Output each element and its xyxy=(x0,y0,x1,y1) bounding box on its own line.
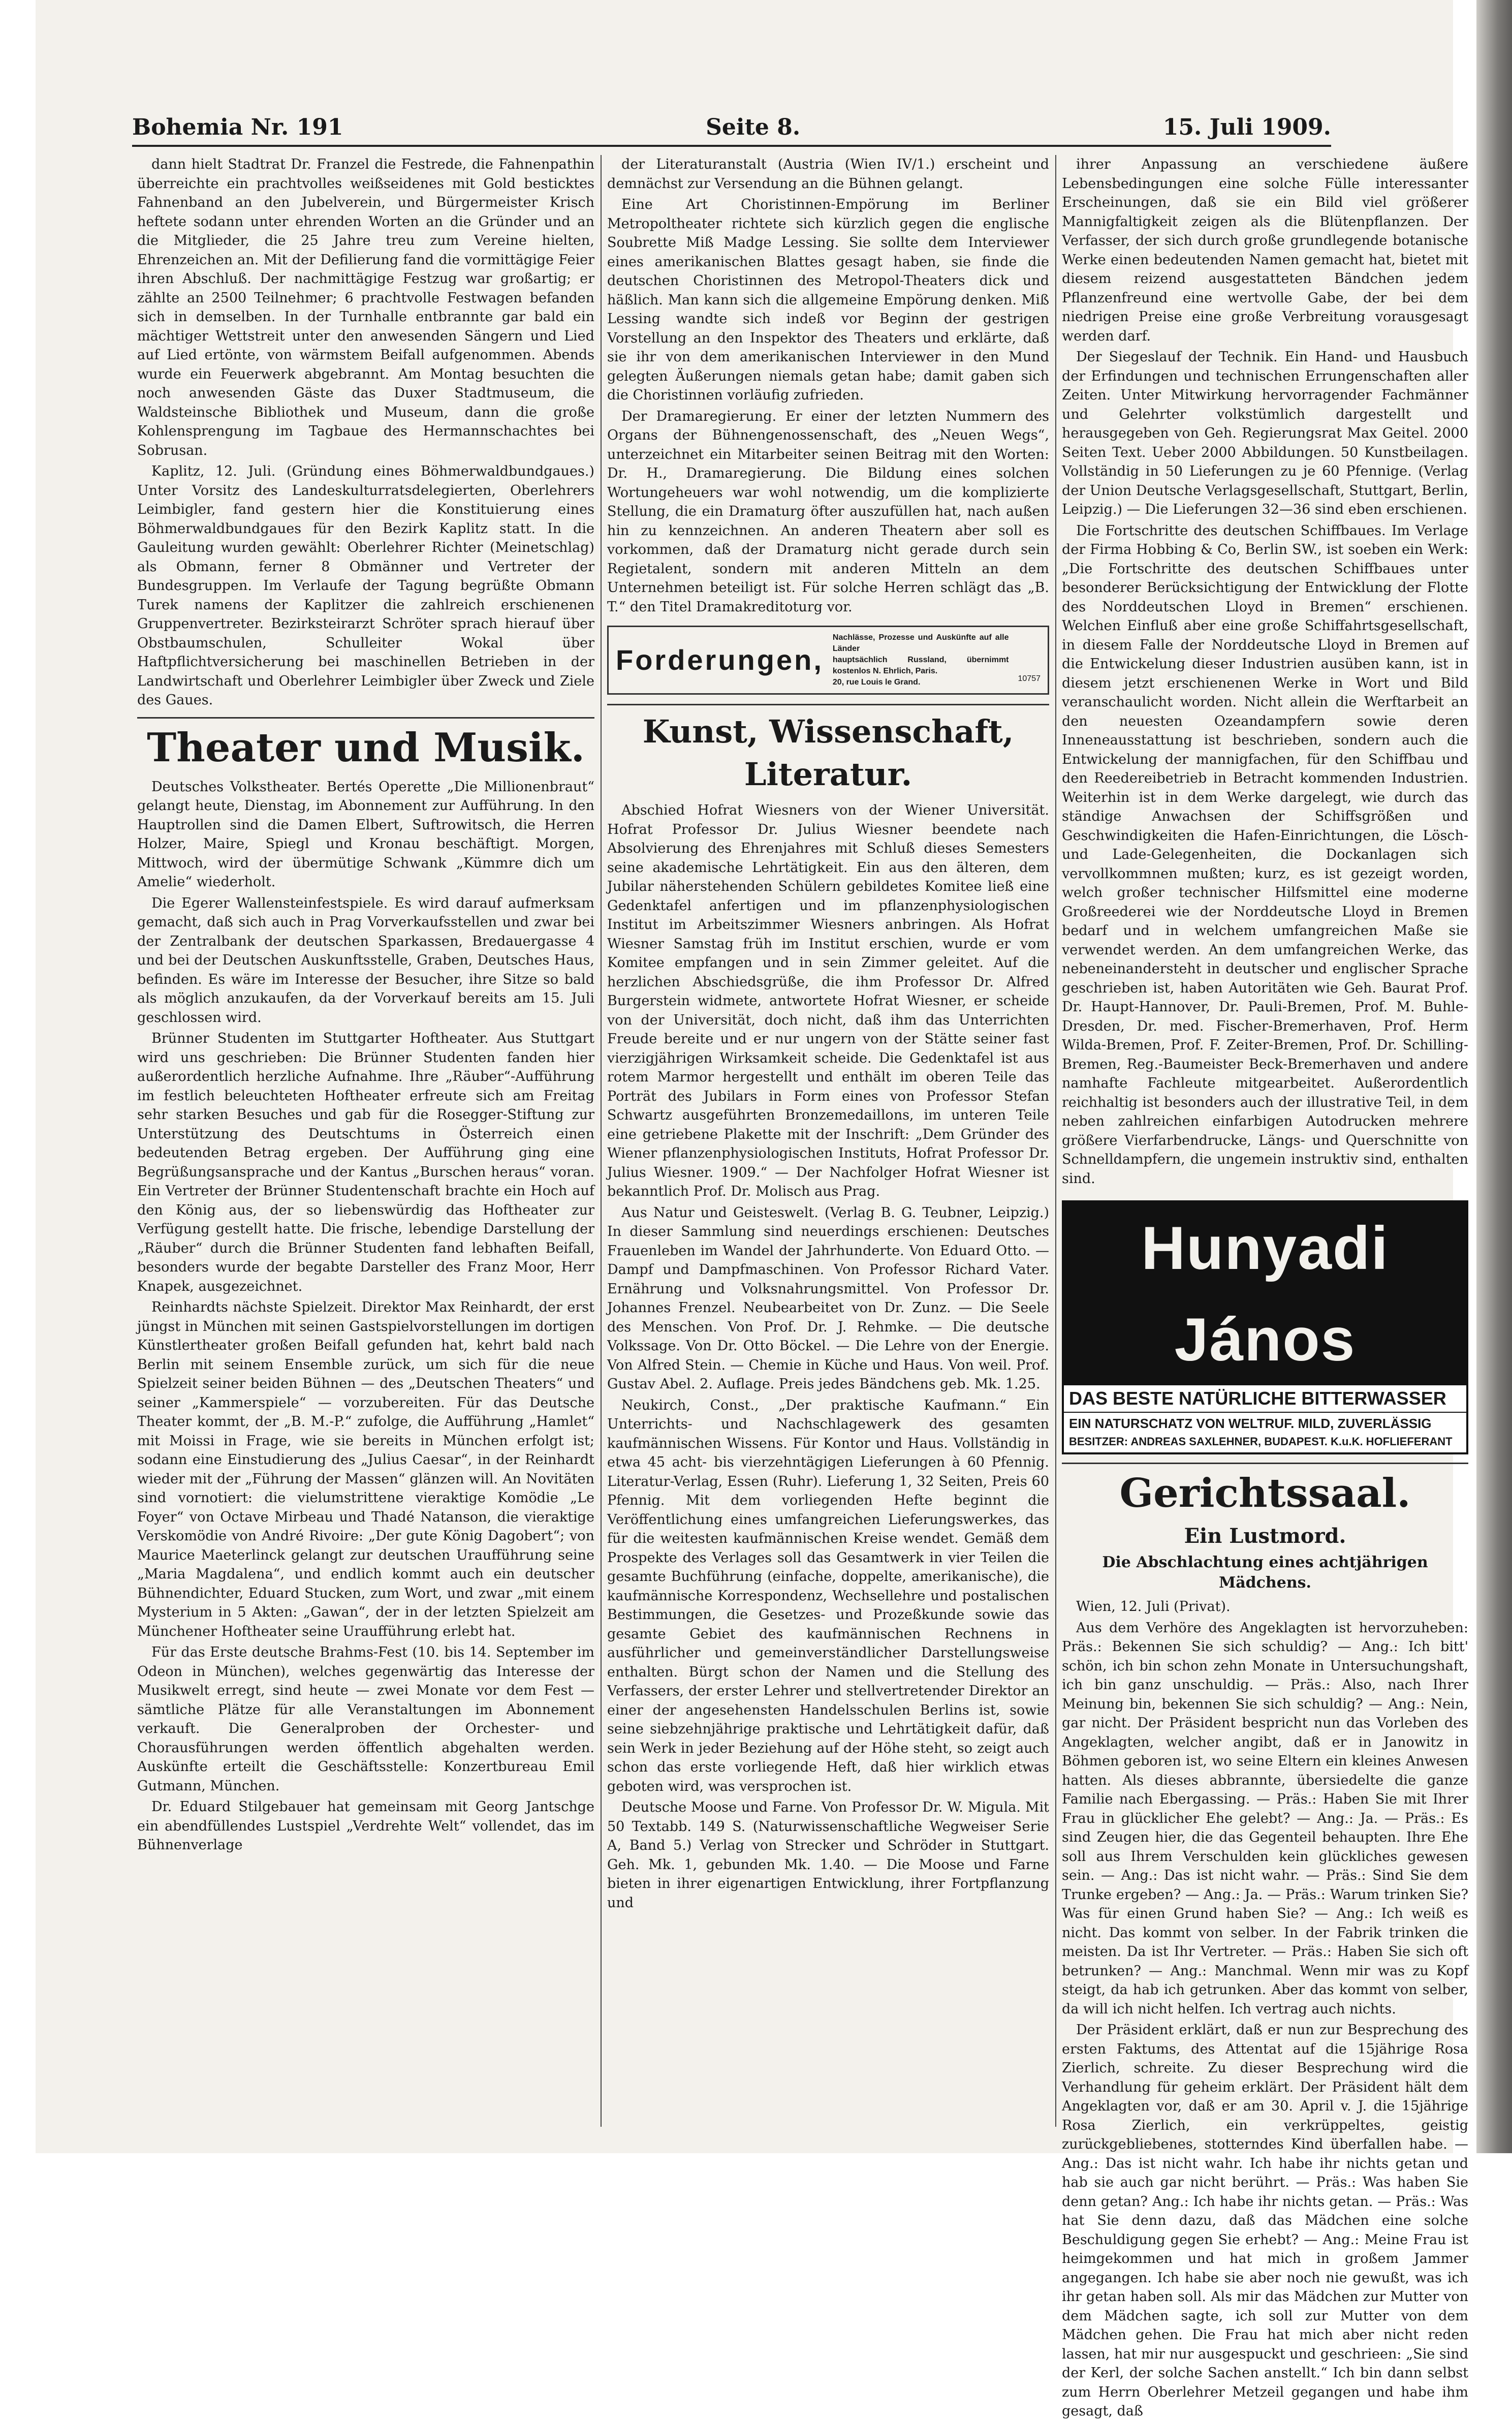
article-text: Für das Erste deutsche Brahms-Fest (10. bis 14. September im Odeon in München), welches gegenwärtig das Interesse der Musikwelt erregt, sind heute — zwei Monate vor dem Fest — sämtliche Plätze für alle Veranstaltungen im Abonnement verkauft. Die Generalproben der Orchester- und Chorausführungen werden öffentlich abgehalten werden. Auskünfte erteilt die Geschäftsstelle: Konzertbureau Emil Gutmann, München. xyxy=(137,1644,594,1794)
article-text: ihrer Anpassung an verschiedene äußere Lebensbedingungen eine solche Fülle interessanter Erscheinungen, daß sie ein Bild viel größerer Mannigfaltigkeit zeigen als die Blütenpflanzen. Der Verfasser, der sich durch große grundlegende botanische Werke einen bedeutenden Namen gemacht hat, bietet mit diesem reizend ausgestatteten Bändchen jedem Pflanzenfreund eine wertvolle Gabe, der bei dem niedrigen Preise eine große Verbreitung vorausgesagt werden darf. xyxy=(1062,157,1468,344)
article-headline: Ein Lustmord. xyxy=(1184,1524,1346,1548)
article-text: Reinhardts nächste Spielzeit. Direktor Max Reinhardt, der erst jüngst in München mit seinen Gastspielvorstellungen im dortigen Künstlertheater großen Beifall gefunden hat, kehrt bald nach Berlin mit seinem Ensemble zurück, um sich für die neue Spielzeit seiner beiden Bühnen — des „Deutschen Theaters“ und seiner „Kammerspiele“ — vorzubereiten. Für das Deutsche Theater kommt, der „B. M.-P.“ zufolge, die Aufführung „Hamlet“ mit Moissi in Frage, wie sie bereits in München erfolgt ist; sodann eine Einstudierung des „Julius Caesar“, in der Reinhardt wieder mit der „Führung der Massen“ glänzen will. An Novitäten sind vornotiert: die vielumstrittene vieraktige Komödie „Le Foyer“ von Octave Mirbeau und Thadé Natanson, die vieraktige Verskomödie von André Rivoire: „Der gute König Dagobert“; von Maurice Maeterlinck gelangt zur deutschen Uraufführung seine „Maria Magdalena“, und endlich kommt auch ein deutscher Bühnendichter, Eduard Stucken, zum Wort, und zwar „mit einem Mysterium in 5 Akten: „Gawan“, der in der letzten Spielzeit am Münchener Hoftheater seine Uraufführung erlebt hat. xyxy=(137,1299,594,1639)
section-heading-gerichtssaal: Gerichtssaal. xyxy=(1062,1463,1468,1518)
column-2 xyxy=(607,155,1049,2127)
column-rule xyxy=(601,155,602,2127)
ad-details xyxy=(833,632,1009,688)
article-text: Brünner Studenten im Stuttgarter Hoftheater. Aus Stuttgart wird uns geschrieben: Die Brünner Studenten fanden hier außerordentlich herzliche Aufnahme. Ihre „Räuber“-Aufführung im festlich beleuchteten Hoftheater erfreute sich am Freitag sehr starken Besuches und gab für die Rosegger-Stiftung zur Unterstützung des Deutschtums in Österreich einen bedeutenden Betrag ergeben. Der Aufführung ging eine Begrüßungsansprache und der Kantus „Burschen heraus“ voran. Ein Vertreter der Brünner Studentenschaft brachte ein Hoch auf den König aus, der so liebenswürdig das Hoftheater zur Verfügung gestellt hatte. Die frische, lebendige Darstellung der „Räuber“ durch die Brünner Studenten fand lebhaften Beifall, besonders wurde der begabte Darsteller des Franz Moor, Herr Knapek, ausgezeichnet. xyxy=(137,1031,594,1294)
article-text: der Literaturanstalt (Austria (Wien IV/1.) erscheint und demnächst zur Versendung an die Bühnen gelangt. xyxy=(607,157,1049,192)
article-text: Kaplitz, 12. Juli. (Gründung eines Böhmerwaldbundgaues.) Unter Vorsitz des Landeskulturratsdelegierten, Oberlehrers Leimbigler, fand gestern hier die Konstituierung eines Böhmerwaldbundgaues für den Bezirk Kaplitz statt. In die Gauleitung wurden gewählt: Oberlehrer Richter (Meinetschlag) als Obmann, ferner 8 Obmänner und Vertreter der Bundesgruppen. Im Verlaufe der Tagung begrüßte Obmann Turek namens der Kaplitzer die zahlreich erschienenen Gruppenvertreter. Bezirksteirarzt Schröter sprach hierauf über Obstbaumschulen, Schulleiter Wokal über Haftpflichtversicherung bei maschinellen Betrieben in der Landwirtschaft und Oberlehrer Leimbigler über Zweck und Ziele des Gaues. xyxy=(137,463,594,708)
ad-title: Forderungen, xyxy=(616,644,824,676)
column-3 xyxy=(1062,155,1468,2419)
article-text: Deutsche Moose und Farne. Von Professor Dr. W. Migula. Mit 50 Textabb. 149 S. (Naturwissenschaftliche Wegweiser Serie A, Band 5.) Verlag von Strecker und Schröder in Stuttgart. Geh. Mk. 1, gebunden Mk. 1.40. — Die Moose und Farne bieten in ihrer eigenartigen Entwicklung, ihrer Fortpflanzung und xyxy=(607,1799,1049,1911)
article-text: Deutsches Volkstheater. Bertés Operette „Die Millionenbraut“ gelangt heute, Dienstag, im Abonnement zur Aufführung. In den Hauptrollen sind die Damen Elbert, Suftrowitsch, die Herren Holzer, Maire, Spiegl und Kronau beschäftigt. Morgen, Mittwoch, wird der übermütige Schwank „Kümmre dich um Amelie“ wiederholt. xyxy=(137,779,594,890)
article-text: Aus Natur und Geisteswelt. (Verlag B. G. Teubner, Leipzig.) In dieser Sammlung sind neuerdings erschienen: Deutsches Frauenleben im Wandel der Jahrhunderte. Von Eduard Otto. — Dampf und Dampfmaschinen. Von Professor Richard Vater. Ernährung und Volksnahrungsmittel. Von Professor Dr. Johannes Frenzel. Neubearbeitet von Dr. Zunz. — Die Seele des Menschen. Von Prof. Dr. J. Rehmke. — Die deutsche Volkssage. Von Dr. Otto Böckel. — Die Lehre von der Energie. Von Alfred Stein. — Chemie in Küche und Haus. Von weil. Prof. Gustav Abel. 2. Auflage. Preis jedes Bändchens geb. Mk. 1.25. xyxy=(607,1204,1049,1392)
ad-line: BESITZER: ANDREAS SAXLEHNER, BUDAPEST. K.u.K. HOFLIEFERANT xyxy=(1069,1435,1453,1448)
ad-line: hauptsächlich Russland, übernimmt kostenlos N. Ehrlich, Paris. xyxy=(832,656,1009,675)
ad-number: 10757 xyxy=(1018,674,1041,683)
article-text: Aus dem Verhöre des Angeklagten ist hervorzuheben: Präs.: Bekennen Sie sich schuldig? — Ang.: Ich bitt' schön, ich bin schon zehn Monate in Untersuchungshaft, ich bin ganz unschuldig. — Präs.: Also, nach Ihrer Meinung bin, bekennen Sie sich schuldig? — Ang.: Nein, gar nicht. Der Präsident bespricht nun das Vorleben des Angeklagten, welcher angibt, daß er in Janowitz in Böhmen geboren ist, wo seine Eltern ein kleines Anwesen hatten. Als dieses abbrannte, übersiedelte die ganze Familie nach Ebergassing. — Präs.: Haben Sie mit Ihrer Frau in glücklicher Ehe gelebt? — Ang.: Ja. — Präs.: Es sind Zeugen hier, die das Gegenteil behaupten. Ihre Ehe soll aus Ihrem Verschulden kein glückliches gewesen sein. — Ang.: Das ist nicht wahr. — Präs.: Sind Sie dem Trunke ergeben? — Ang.: Ja. — Präs.: Warum trinken Sie? Was für einen Grund haben Sie? — Ang.: Ich weiß es nicht. Das kommt von selber. In der Fabrik trinken die meisten. Da ist Ihr Vertreter. — Präs.: Haben Sie sich oft betrunken? — Ang.: Manchmal. Wenn mir was zu Kopf steigt, da hab ich getrunken. Aber das kommt von selber, da will ich nicht helfen. Ich vertrag auch nichts. xyxy=(1062,1620,1468,2017)
article-text: Dr. Eduard Stilgebauer hat gemeinsam mit Georg Jantschge ein abendfüllendes Lustspiel „Verdrehte Welt“ vollendet, das im Bühnenverlage xyxy=(137,1799,594,1853)
article-subheadline: Die Abschlachtung eines achtjährigen Mädchens. xyxy=(1102,1554,1428,1592)
advertisement-hunyadi-janos xyxy=(1062,1200,1468,1454)
header-center: Seite 8. xyxy=(706,114,801,140)
header-left: Bohemia Nr. 191 xyxy=(132,114,343,140)
column-1 xyxy=(137,155,594,2127)
article-dateline: Wien, 12. Juli (Privat). xyxy=(1076,1599,1231,1615)
column-rule xyxy=(1055,155,1056,2127)
newspaper-page xyxy=(36,0,1468,2419)
article-text: Neukirch, Const., „Der praktische Kaufmann.“ Ein Unterrichts- und Nachschlagewerk des gesamten kaufmännischen Wissens. Für Kontor und Haus. Vollständig in etwa 45 acht- bis vierzehntägigen Lieferungen à 60 Pfennig. Literatur-Verlag, Essen (Ruhr). Lieferung 1, 32 Seiten, Preis 60 Pfennig. Mit dem vorliegenden Hefte beginnt die Veröffentlichung eines umfangreichen Lieferungswerkes, das für die weitesten kaufmännischen Kreise wendet. Gemäß dem Prospekte des Verlages soll das Gesamtwerk in vier Teilen die gesamte Buchführung (einfache, doppelte, amerikanische), die kaufmännische Korrespondenz, Wechsellehre und postalischen Bestimmungen, die Gesetzes- und Prozeßkunde sowie das gesamte Gebiet des kaufmännischen Rechnens in ausführlicher und gemeinverständlicher Darstellungsweise enthalten. Bürgt schon der Namen und die Stellung des Verfassers, der erster Lehrer und stellvertretender Direktor an einer der angesehensten Handelsschulen Berlins ist, sowie seine siebzehnjährige praktische und Lehrtätigkeit dafür, daß sein Werk in jeder Beziehung auf der Höhe steht, so zeigt auch schon das erste vorliegende Heft, daß hier wirklich etwas geboten wird, was versprochen ist. xyxy=(607,1397,1049,1794)
article-text: dann hielt Stadtrat Dr. Franzel die Festrede, die Fahnenpathin überreichte ein prachtvolles weißseidenes mit Gold besticktes Fahnenband an den Jubelverein, und Bürgermeister Krisch heftete sodann unter ehrenden Worten an die Gründer und an die Mitglieder, die 25 Jahre treu zum Vereine hielten, Ehrenzeichen an. Mit der Defilierung fand die vormittägige Feier ihren Abschluß. Der nachmittägige Festzug war großartig; er zählte an 2500 Teilnehmer; 6 prachtvolle Festwagen befanden sich in demselben. In der Turnhalle entbrannte gar bald ein mächtiger Wettstreit unter den anwesenden Sängern und Lied auf Lied ertönte, von wärmstem Beifall aufgenommen. Abends wurde ein Feuerwerk abgebrannt. Am Montag besuchten die noch anwesenden Gäste das Duxer Stadtmuseum, die Waldsteinsche Bibliothek und Museum, dann die große Kohlensprengung im Tagbaue des Hermannschachtes bei Sobrusan. xyxy=(137,157,594,458)
article-text: Der Siegeslauf der Technik. Ein Hand- und Hausbuch der Erfindungen und technischen Errungenschaften aller Zeiten. Unter Mitwirkung hervorragender Fachmänner und Gelehrter volkstümlich dargestellt und herausgegeben von Geh. Regierungsrat Max Geitel. 2000 Seiten Text. Ueber 2000 Abbildungen. 50 Kunstbeilagen. Vollständig in 50 Lieferungen zu je 60 Pfennige. (Verlag der Union Deutsche Verlagsgesellschaft, Stuttgart, Berlin, Leipzig.) — Die Lieferungen 32—36 sind eben erschienen. xyxy=(1062,349,1468,517)
ad-line: DAS BESTE NATÜRLICHE BITTERWASSER xyxy=(1064,1385,1466,1413)
ad-line: EIN NATURSCHATZ VON WELTRUF. MILD, ZUVERLÄSSIG xyxy=(1069,1416,1432,1431)
header-right: 15. Juli 1909. xyxy=(1162,114,1331,140)
advertisement-forderungen xyxy=(607,626,1049,695)
ad-line: Nachlässe, Prozesse und Auskünfte auf alle Länder xyxy=(832,633,1009,653)
page-header xyxy=(132,109,1331,147)
article-text: Die Fortschritte des deutschen Schiffbaues. Im Verlage der Firma Hobbing & Co, Berlin SW., ist soeben ein Werk: „Die Fortschritte des deutschen Schiffbaues unter besonderer Berücksichtigung der Entwicklung der Flotte des Norddeutschen Lloyd in Bremen“ erschienen. Welchen Einfluß aber eine große Schiffahrtsgesellschaft, in diesem Falle der Norddeutsche Lloyd in Bremen auf die Entwickelung dieser Industrien ausüben kann, ist in diesem jetzt erschienenen Werke in Wort und Bild veranschaulicht worden. Nicht allein die Werftarbeit an den neuesten Ozeandampfern sowie deren Inneneausstattung ist beschrieben, sondern auch die Entwickelung der mannigfachen, für den Schiffbau und den Reedereibetrieb in Betracht kommenden Industrien. Weiterhin ist in dem Werke dargelegt, wie durch das ständige Anwachsen der Schiffsgrößen und Geschwindigkeiten die Hafen-Einrichtungen, die Lösch- und Lade-Gelegenheiten, die Dockanlagen sich vervollkommnen mußten; kurz, es ist gezeigt worden, welch großer technischer Hilfsmittel eine moderne Großreederei wie der Norddeutsche Lloyd in Bremen bedarf und in welchem umfangreichen Maße sie verwendet werden. An dem umfangreichen Werke, das nebeneinandersteht in deutscher und englischer Sprache geschrieben ist, haben Autoritäten wie Geh. Baurat Prof. Dr. Haupt-Hannover, Dr. Pauli-Bremen, Prof. M. Buhle-Dresden, Dr. med. Fischer-Bremerhaven, Prof. Herm Wilda-Bremen, Prof. F. Zeiter-Bremen, Prof. Dr. Schilling-Bremen, Reg.-Baumeister Beck-Bremerhaven und andere namhafte Fachleute mitgearbeitet. Außerordentlich reichhaltig ist besonders auch der illustrative Teil, in dem neben zahlreichen einfarbigen Autodrucken mehrere größere Vierfarbendrucke, Längs- und Querschnitte von Schnelldampfern, die ungemein instruktiv sind, enthalten sind. xyxy=(1062,522,1468,1187)
article-text: Abschied Hofrat Wiesners von der Wiener Universität. Hofrat Professor Dr. Julius Wiesner beendete nach Absolvierung des Ehrenjahres mit Schluß dieses Semesters seine akademische Lehrtätigkeit. Ein aus den älteren, dem Jubilar näherstehenden Schülern gebildetes Komitee ließ eine Gedenktafel anfertigen und im pflanzenphysiologischen Institut im Arbeitszimmer Wiesners anbringen. Als Hofrat Wiesner Samstag früh im Institut erschien, wurde er vom Komitee empfangen und in sein Zimmer geleitet. Auf die herzlichen Abschiedsgrüße, die ihm Professor Dr. Alfred Burgerstein widmete, antwortete Hofrat Wiesner, er scheide von der Universität, doch nicht, daß ihm das Unterrichten Freude bereite und er nur ungern von der Stätte seiner fast vierzigjährigen Wirksamkeit scheide. Die Gedenktafel ist aus rotem Marmor hergestellt und enthält im oberen Teile das Porträt des Jubilars in Form eines von Professor Stefan Schwartz ausgeführten Bronzemedaillons, im unteren Teile eine getriebene Plakette mit der Inschrift: „Dem Gründer des Wiener pflanzenphysiologischen Instituts, Hofrat Professor Dr. Julius Wiesner. 1909.“ — Der Nachfolger Hofrat Wiesner ist bekanntlich Prof. Dr. Molisch aus Prag. xyxy=(607,802,1049,1199)
section-heading-kunst: Kunst, Wissenschaft, Literatur. xyxy=(607,704,1049,796)
article-text: Der Präsident erklärt, daß er nun zur Besprechung des ersten Faktums, des Attentat auf die 15jährige Rosa Zierlich, schreite. Zu dieser Besprechung wird die Verhandlung für geheim erklärt. Der Präsident hält dem Angeklagten vor, daß er am 30. April v. J. die 15jährige Rosa Zierlich, ein verkrüppeltes, geistig zurückgebliebenes, stotterndes Kind überfallen habe. — Ang.: Das ist nicht wahr. Ich habe ihr nichts getan und hab sie auch gar nicht berührt. — Präs.: Was haben Sie denn getan? Ang.: Ich habe ihr nichts getan. — Präs.: Was hat Sie denn dazu, daß das Mädchen eine solche Beschuldigung gegen Sie erhebt? — Ang.: Meine Frau ist heimgekommen und hat mich in großem Jammer angegangen. Ich habe sie aber noch nie gewußt, was ich ihr getan haben soll. Als mir das Mädchen zur Mutter von dem Mädchen sagte, ich soll zur Mutter von dem Mädchen gehen. Die Frau hat mich aber nicht reden lassen, hat mir nur ausgespuckt und geschrieen: „Sie sind der Kerl, der solche Sachen anstellt.“ Ich bin dann selbst zum Herrn Oberlehrer Metzeil gegangen und habe ihm gesagt, daß xyxy=(1062,2022,1468,2419)
ad-brand-logo: Hunyadi János xyxy=(1064,1202,1466,1385)
ad-line: 20, rue Louis le Grand. xyxy=(832,678,921,687)
article-text: Der Dramaregierung. Er einer der letzten Nummern des Organs der Bühnengenossenschaft, des „Neuen Wegs“, unterzeichnet ein Mitarbeiter seinen Beitrag mit den Worten: Dr. H., Dramaregierung. Die Bildung eines solchen Wortungeheuers war wohl notwendig, um die komplizierte Stellung, die ein Dramaturg öfter auszufüllen hat, nach außen hin zu kennzeichnen. An anderen Theatern aber soll es vorkommen, daß der Dramaturg nicht gerade durch sein Regietalent, sondern mit anderen Mitteln an dem Unternehmen beteiligt ist. Für solche Herren schlägt das „B. T.“ den Titel Dramakreditoturg vor. xyxy=(607,408,1049,615)
section-heading-theater: Theater und Musik. xyxy=(137,717,594,772)
article-text: Eine Art Choristinnen-Empörung im Berliner Metropoltheater richtete sich kürzlich gegen die englische Soubrette Miß Madge Lessing. Sie sollte dem Interviewer eines amerikanischen Blattes gesagt haben, sie finde die deutschen Choristinnen des Metropol-Theaters dick und häßlich. Man kann sich die allgemeine Empörung denken. Miß Lessing wandte sich indeß vor Beginn der gestrigen Vorstellung an den Inspektor des Theaters und erklärte, daß sie ihr von dem amerikanischen Interviewer in den Mund gelegten Äußerungen niemals getan habe; damit gaben sich die Choristinnen vorläufig zufrieden. xyxy=(607,197,1049,403)
article-text: Die Egerer Wallensteinfestspiele. Es wird darauf aufmerksam gemacht, daß sich auch in Prag Vorverkaufsstellen und zwar bei der Zentralbank der deutschen Sparkassen, Bredauergasse 4 und bei der Deutschen Auskunftsstelle, Graben, Deutsches Haus, befinden. Es wäre im Interesse der Besucher, ihre Sitze so bald als möglich anzukaufen, da der Vorverkauf bereits am 15. Juli geschlossen wird. xyxy=(137,895,594,1026)
binding-edge xyxy=(1476,0,1512,2153)
